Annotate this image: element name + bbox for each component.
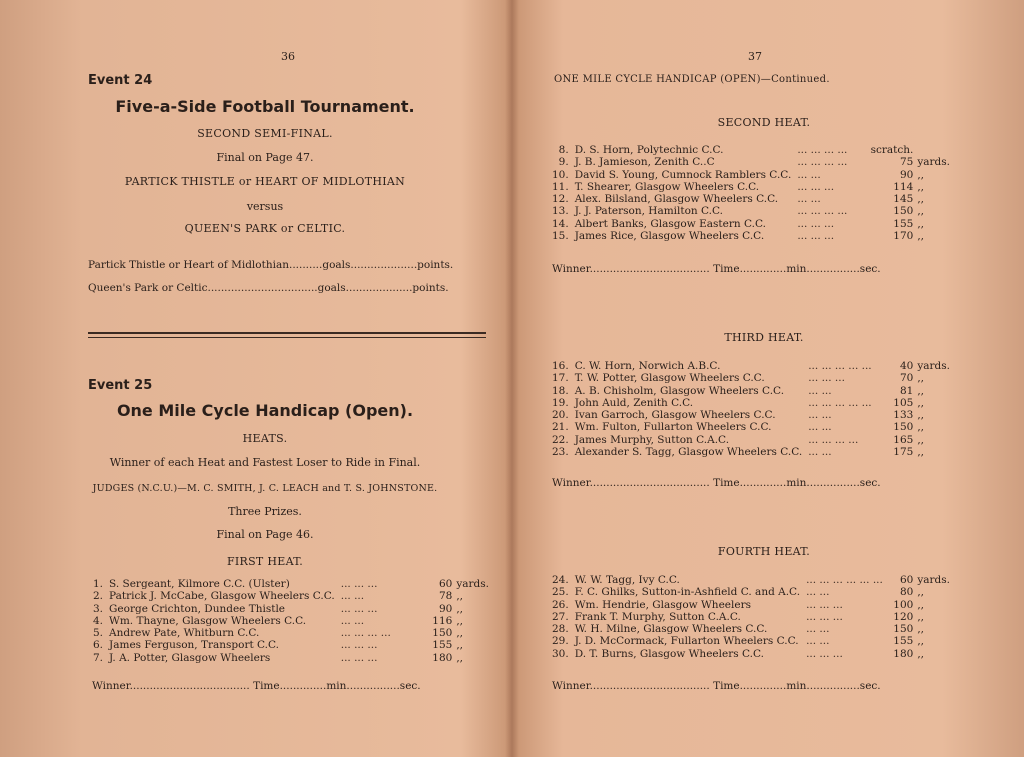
entry-number: 21.	[552, 421, 569, 434]
entry-unit: yards.	[917, 360, 950, 372]
entry-handicap: 133	[893, 409, 914, 422]
first-heat-table	[93, 578, 489, 664]
entry-number: 11.	[552, 180, 569, 193]
entry-handicap: 155	[893, 635, 914, 648]
left-page	[0, 0, 510, 757]
entry-row	[552, 409, 950, 421]
entry-handicap: 114	[893, 180, 914, 193]
entry-leader-dots: ... ... ...	[797, 230, 835, 243]
first-heat-heading: FIRST HEAT.	[226, 555, 304, 568]
winner-line: Winner.................................... Time..............min................sec.	[552, 263, 881, 275]
fourth-heat-heading: FOURTH HEAT.	[717, 545, 811, 558]
entry-unit: ,,	[917, 205, 925, 218]
entry-unit: ,,	[456, 627, 464, 640]
versus-label: versus	[246, 200, 284, 213]
team-pairing-2: QUEEN'S PARK or CELTIC.	[184, 222, 346, 235]
entry-number: 22.	[552, 433, 569, 446]
entry-number: 27.	[552, 610, 569, 623]
entry-row	[552, 421, 950, 433]
heats-rule: Winner of each Heat and Fastest Loser to Ride in Final.	[109, 456, 421, 469]
entry-number: 16.	[552, 360, 569, 372]
entry-unit: ,,	[917, 384, 925, 397]
entry-handicap: 70	[899, 372, 914, 385]
entry-name: D. S. Horn, Polytechnic C.C.	[574, 144, 724, 156]
event-24-title: Five-a-Side Football Tournament.	[115, 97, 415, 116]
entry-row	[552, 181, 950, 193]
entry-unit: ,,	[917, 372, 925, 385]
entry-name: John Auld, Zenith C.C.	[574, 396, 694, 409]
entry-name: Wm. Fulton, Fullarton Wheelers C.C.	[574, 421, 772, 434]
entry-name: Alexander S. Tagg, Glasgow Wheelers C.C.	[574, 446, 803, 459]
entry-name: J. D. McCormack, Fullarton Wheelers C.C.	[574, 635, 799, 648]
entry-unit: ,,	[917, 446, 925, 459]
entry-number: 9.	[558, 156, 569, 169]
event-24-label: Event 24	[88, 73, 153, 88]
entry-name: Andrew Pate, Whitburn C.C.	[109, 627, 260, 640]
entry-unit: ,,	[917, 433, 925, 446]
entry-name: W. H. Milne, Glasgow Wheelers C.C.	[574, 623, 768, 636]
event-24-final-note: Final on Page 47.	[216, 151, 314, 164]
entry-number: 5.	[93, 627, 104, 640]
entry-leader-dots: ... ... ...	[808, 372, 845, 385]
entry-number: 7.	[93, 651, 104, 664]
entry-handicap: 170	[893, 230, 914, 243]
entry-number: 28.	[552, 623, 569, 636]
entry-leader-dots: ... ... ...	[340, 651, 378, 664]
entry-leader-dots: ... ... ... ...	[797, 144, 848, 156]
continued-header: ONE MILE CYCLE HANDICAP (OPEN)—Continued.	[554, 74, 830, 85]
entry-name: Ivan Garroch, Glasgow Wheelers C.C.	[574, 409, 776, 422]
page-number: 37	[748, 50, 762, 63]
entry-handicap: 180	[432, 651, 453, 664]
entry-handicap: 165	[893, 433, 914, 446]
entry-leader-dots: ... ...	[806, 586, 830, 599]
entry-unit: ,,	[917, 168, 925, 181]
entry-leader-dots: ... ...	[806, 623, 830, 636]
entry-handicap: 120	[893, 610, 914, 623]
entry-row	[552, 360, 950, 372]
entry-leader-dots: ... ... ... ...	[340, 627, 391, 640]
entry-row	[93, 578, 489, 590]
entry-row	[552, 599, 950, 611]
entry-unit: ,,	[917, 598, 925, 611]
entry-unit: ,,	[917, 217, 925, 230]
entry-unit: ,,	[456, 602, 464, 615]
entry-leader-dots: ... ... ... ... ...	[808, 396, 872, 409]
entry-row	[552, 169, 950, 181]
entry-handicap: 100	[893, 598, 914, 611]
page-number: 36	[281, 50, 295, 63]
entry-row	[93, 627, 489, 639]
entry-number: 13.	[552, 205, 569, 218]
entry-handicap: scratch.	[870, 144, 914, 156]
winner-line: Winner.................................... Time..............min................sec.	[92, 680, 421, 692]
entry-handicap: 155	[893, 217, 914, 230]
entry-handicap: 145	[893, 193, 914, 206]
entry-unit: ,,	[917, 610, 925, 623]
entry-number: 24.	[552, 574, 569, 586]
entry-leader-dots: ... ...	[808, 384, 832, 397]
section-divider-thin	[88, 337, 486, 338]
entry-handicap: 81	[899, 384, 914, 397]
entry-leader-dots: ... ... ...	[806, 598, 843, 611]
entry-name: George Crichton, Dundee Thistle	[109, 602, 286, 615]
entry-handicap: 80	[899, 586, 914, 599]
entry-number: 29.	[552, 635, 569, 648]
entry-number: 26.	[552, 598, 569, 611]
score-line-2: Queen's Park or Celtic.................................goals....................points.	[88, 282, 449, 294]
entry-row	[93, 652, 489, 664]
entry-row	[552, 144, 950, 156]
entry-handicap: 150	[893, 205, 914, 218]
entry-name: Alex. Bilsland, Glasgow Wheelers C.C.	[574, 193, 779, 206]
entry-handicap: 116	[432, 614, 453, 627]
entry-row	[552, 574, 950, 586]
entry-handicap: 175	[893, 446, 914, 459]
entry-row	[93, 639, 489, 651]
entry-name: Frank T. Murphy, Sutton C.A.C.	[574, 610, 741, 623]
entry-number: 18.	[552, 384, 569, 397]
event-25-label: Event 25	[88, 378, 153, 393]
entry-name: T. W. Potter, Glasgow Wheelers C.C.	[574, 372, 765, 385]
entry-number: 15.	[552, 230, 569, 243]
entry-unit: ,,	[917, 421, 925, 434]
entry-name: T. Shearer, Glasgow Wheelers C.C.	[574, 180, 760, 193]
entry-row	[552, 205, 950, 217]
entry-handicap: 78	[438, 590, 453, 603]
entry-row	[552, 434, 950, 446]
entry-row	[552, 193, 950, 205]
entry-row	[93, 615, 489, 627]
entry-handicap: 75	[899, 156, 914, 169]
event-24-subtitle: SECOND SEMI-FINAL.	[197, 127, 333, 140]
entry-number: 12.	[552, 193, 569, 206]
entry-unit: ,,	[456, 614, 464, 627]
entry-unit: ,,	[917, 230, 925, 243]
entry-name: Patrick J. McCabe, Glasgow Wheelers C.C.	[109, 590, 335, 603]
entry-row	[552, 156, 950, 168]
entry-leader-dots: ... ...	[340, 590, 365, 603]
entry-name: Wm. Thayne, Glasgow Wheelers C.C.	[109, 614, 307, 627]
entry-leader-dots: ... ... ... ...	[808, 433, 859, 446]
entry-unit: ,,	[917, 193, 925, 206]
entry-name: James Rice, Glasgow Wheelers C.C.	[574, 230, 765, 243]
entry-number: 10.	[552, 168, 569, 181]
entry-number: 2.	[93, 590, 104, 603]
entry-name: F. C. Ghilks, Sutton-in-Ashfield C. and A.C.	[574, 586, 801, 599]
entry-row	[552, 623, 950, 635]
second-heat-table	[552, 144, 950, 242]
entry-handicap: 150	[893, 623, 914, 636]
entry-row	[552, 230, 950, 242]
entry-row	[552, 218, 950, 230]
entry-row	[552, 635, 950, 647]
entry-leader-dots: ... ...	[806, 635, 830, 648]
entry-unit: ,,	[917, 647, 925, 660]
entry-number: 6.	[93, 639, 104, 652]
entry-number: 20.	[552, 409, 569, 422]
entry-leader-dots: ... ... ...	[806, 610, 843, 623]
entry-row	[552, 611, 950, 623]
entry-leader-dots: ... ... ...	[806, 647, 843, 660]
entry-row	[552, 648, 950, 660]
entry-handicap: 105	[893, 396, 914, 409]
entry-leader-dots: ... ...	[808, 409, 832, 422]
entry-leader-dots: ... ...	[797, 168, 821, 181]
entry-name: J. J. Paterson, Hamilton C.C.	[574, 205, 724, 218]
entry-number: 8.	[558, 144, 569, 156]
entry-unit: ,,	[917, 409, 925, 422]
entry-name: D. T. Burns, Glasgow Wheelers C.C.	[574, 647, 764, 660]
judges-line: JUDGES (N.C.U.)—M. C. SMITH, J. C. LEACH and T. S. JOHNSTONE.	[92, 483, 438, 494]
entry-leader-dots: ... ...	[797, 193, 821, 206]
entry-handicap: 155	[432, 639, 453, 652]
entry-name: David S. Young, Cumnock Ramblers C.C.	[574, 168, 792, 181]
entry-unit: ,,	[917, 396, 925, 409]
prizes-line: Three Prizes.	[228, 505, 302, 518]
entry-number: 1.	[93, 578, 104, 590]
entry-name: J. B. Jamieson, Zenith C..C	[574, 156, 715, 169]
entry-unit: yards.	[917, 156, 950, 169]
entry-number: 23.	[552, 446, 569, 459]
entry-leader-dots: ... ... ... ...	[797, 205, 848, 218]
entry-number: 14.	[552, 217, 569, 230]
entry-leader-dots: ... ...	[340, 614, 365, 627]
score-line-1: Partick Thistle or Heart of Midlothian..........goals....................points.	[88, 259, 454, 271]
entry-leader-dots: ... ... ...	[340, 602, 378, 615]
entry-handicap: 60	[899, 574, 914, 586]
heats-heading: HEATS.	[242, 432, 288, 445]
entry-unit	[917, 144, 950, 156]
entry-name: S. Sergeant, Kilmore C.C. (Ulster)	[109, 578, 290, 590]
entry-leader-dots: ... ... ...	[797, 217, 835, 230]
entry-number: 3.	[93, 602, 104, 615]
entry-leader-dots: ... ... ... ... ... ...	[806, 574, 883, 586]
event-25-title: One Mile Cycle Handicap (Open).	[116, 401, 414, 420]
entry-name: Albert Banks, Glasgow Eastern C.C.	[574, 217, 766, 230]
entry-unit: ,,	[456, 639, 464, 652]
entry-handicap: 60	[438, 578, 453, 590]
entry-row	[552, 446, 950, 458]
entry-unit: ,,	[917, 635, 925, 648]
entry-name: Wm. Hendrie, Glasgow Wheelers	[574, 598, 751, 611]
entry-leader-dots: ... ... ...	[340, 578, 378, 590]
entry-name: C. W. Horn, Norwich A.B.C.	[574, 360, 721, 372]
entry-row	[552, 372, 950, 384]
entry-handicap: 180	[893, 647, 914, 660]
entry-handicap: 90	[438, 602, 453, 615]
entry-row	[93, 590, 489, 602]
entry-number: 30.	[552, 647, 569, 660]
entry-number: 4.	[93, 614, 104, 627]
event-25-final-note: Final on Page 46.	[216, 528, 314, 541]
entry-unit: yards.	[917, 574, 950, 586]
entry-name: James Ferguson, Transport C.C.	[109, 639, 280, 652]
entry-handicap: 90	[899, 168, 914, 181]
team-pairing-1: PARTICK THISTLE or HEART OF MIDLOTHIAN	[124, 175, 406, 188]
entry-handicap: 150	[432, 627, 453, 640]
entry-leader-dots: ... ... ...	[797, 180, 835, 193]
entry-name: J. A. Potter, Glasgow Wheelers	[109, 651, 271, 664]
third-heat-table	[552, 360, 950, 458]
entry-number: 19.	[552, 396, 569, 409]
third-heat-heading: THIRD HEAT.	[724, 331, 804, 344]
entry-leader-dots: ... ... ... ... ...	[808, 360, 872, 372]
entry-unit: ,,	[456, 651, 464, 664]
entry-row	[552, 397, 950, 409]
entry-unit: yards.	[456, 578, 489, 590]
entry-handicap: 40	[899, 360, 914, 372]
entry-name: W. W. Tagg, Ivy C.C.	[574, 574, 680, 586]
entry-handicap: 150	[893, 421, 914, 434]
fourth-heat-table	[552, 574, 950, 660]
winner-line: Winner.................................... Time..............min................sec.	[552, 477, 881, 489]
second-heat-heading: SECOND HEAT.	[717, 116, 811, 129]
entry-number: 17.	[552, 372, 569, 385]
entry-leader-dots: ... ...	[808, 446, 832, 459]
entry-unit: ,,	[917, 586, 925, 599]
entry-leader-dots: ... ...	[808, 421, 832, 434]
entry-name: James Murphy, Sutton C.A.C.	[574, 433, 730, 446]
entry-row	[93, 603, 489, 615]
entry-unit: ,,	[456, 590, 464, 603]
entry-unit: ,,	[917, 180, 925, 193]
entry-unit: ,,	[917, 623, 925, 636]
entry-row	[552, 586, 950, 598]
winner-line: Winner.................................... Time..............min................sec.	[552, 680, 881, 692]
entry-name: A. B. Chisholm, Glasgow Wheelers C.C.	[574, 384, 785, 397]
section-divider	[88, 332, 486, 334]
entry-number: 25.	[552, 586, 569, 599]
entry-leader-dots: ... ... ...	[340, 639, 378, 652]
entry-row	[552, 385, 950, 397]
entry-leader-dots: ... ... ... ...	[797, 156, 848, 169]
right-page	[514, 0, 1024, 757]
